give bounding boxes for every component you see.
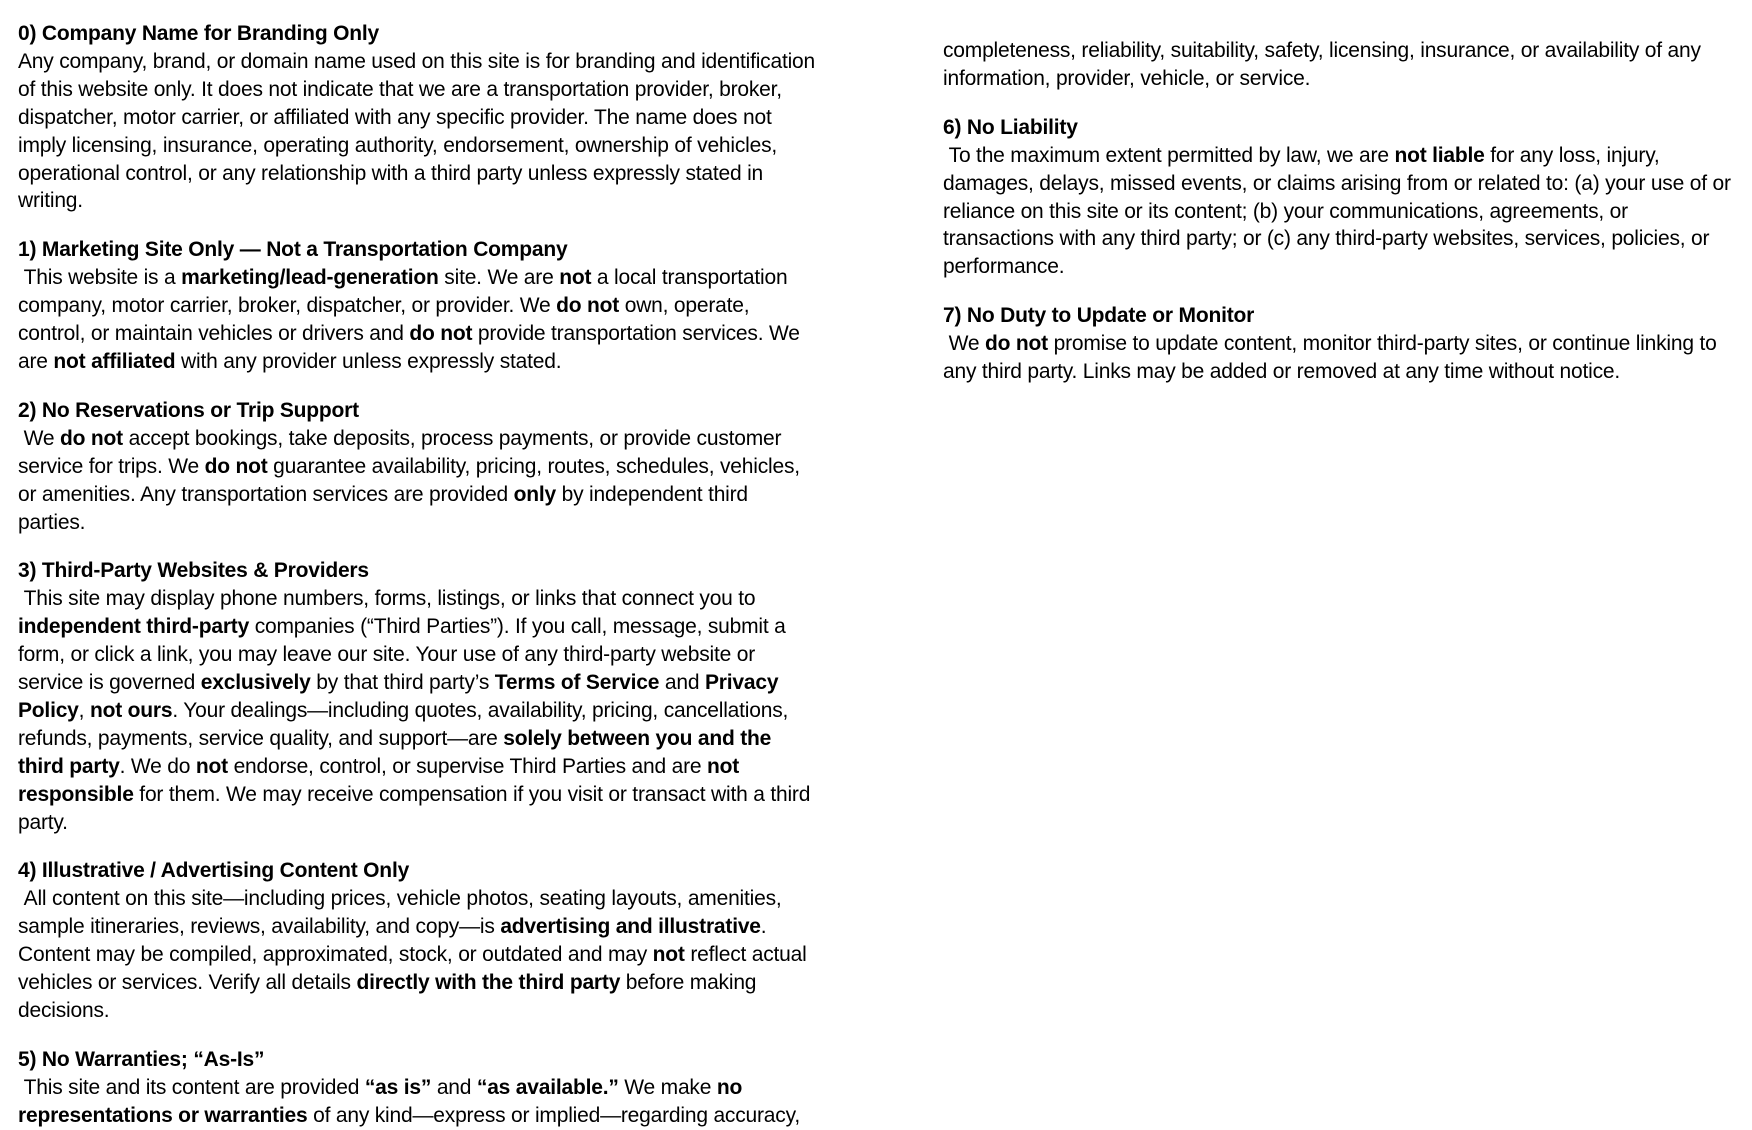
section-heading: 5) No Warranties; “As-Is” — [18, 1047, 265, 1071]
body-text: We make — [618, 1075, 717, 1099]
body-text: We — [18, 426, 60, 450]
section-heading: 0) Company Name for Branding Only — [18, 22, 379, 45]
body-text: reflect actual vehicles or services. Verify all details — [18, 943, 813, 995]
body-text: completeness, reliability, suitability, safety, licensing, insurance, or availability of any information, provider, vehicle, or service. — [943, 39, 1707, 90]
body-text: This site may display phone numbers, forms, listings, or links that connect you to — [18, 587, 762, 611]
section-heading: 1) Marketing Site Only — Not a Transportation Company — [18, 238, 568, 262]
body-text-bold: do not — [60, 426, 123, 450]
disclaimer-section — [18, 857, 818, 1024]
body-text-bold: no representations or warranties — [18, 1075, 748, 1127]
body-text: . Content may be compiled, approximated, stock, or outdated and may — [18, 915, 773, 967]
body-text-bold: marketing/lead-generation — [181, 266, 439, 290]
body-text: All content on this site—including prices, vehicle photos, seating layouts, amenities, sample itineraries, reviews, availability, and copy—is — [18, 887, 788, 939]
body-text: site. We are — [438, 266, 560, 290]
body-text-bold: not liable — [1394, 143, 1485, 167]
body-text: provide transportation services. We are — [18, 322, 806, 373]
body-text: Any company, brand, or domain name used on this site is for branding and identification of this website only. It does not indicate that we are a transportation provider, broker, dispatcher, motor carrier, or affiliated with any specific provider. The name does not imply licensing, insurance, operating authority, endorsement, ownership of vehicles, operational control, or any relationship with a third party unless expressly stated in writing. — [18, 49, 821, 213]
body-text: companies (“Third Parties”). If you call, message, submit a form, or click a link, you may leave our site. Your use of any third-party website or service is governed — [18, 615, 792, 695]
body-text-bold: Terms of Service — [494, 671, 660, 695]
disclaimer-section — [943, 114, 1738, 281]
disclaimer-section — [18, 20, 821, 215]
body-text: promise to update content, monitor third-party sites, or continue linking to any third party. Links may be added or removed at any time without notice. — [943, 332, 1723, 384]
body-text-bold: solely between you and the third party — [18, 726, 777, 778]
body-text: accept bookings, take deposits, process payments, or provide customer service for trips. We — [18, 426, 787, 478]
body-text-bold: not — [652, 943, 685, 967]
body-text: , — [78, 698, 90, 722]
body-text: endorse, control, or supervise Third Parties and are — [227, 754, 707, 778]
disclaimer-section — [943, 302, 1738, 386]
body-text: by that third party’s — [310, 671, 495, 695]
body-text-bold: not affiliated — [53, 349, 176, 373]
body-text: We — [943, 332, 985, 356]
body-text-bold: independent third-party — [18, 615, 250, 639]
body-text-bold: not ours — [89, 698, 173, 722]
body-text: This site and its content are provided — [18, 1075, 365, 1099]
body-text: before making decisions. — [18, 971, 762, 1022]
body-text-bold: not — [559, 266, 592, 290]
body-text-bold: do not — [409, 322, 473, 346]
body-text-bold: “as is” — [364, 1075, 432, 1099]
body-text-bold: only — [513, 482, 556, 506]
section-heading: 6) No Liability — [943, 115, 1078, 139]
body-text-bold: not — [195, 754, 228, 778]
body-text: a local transportation company, motor carrier, broker, dispatcher, or provider. We — [18, 266, 794, 318]
body-text-bold: not responsible — [18, 754, 745, 806]
disclaimer-section — [18, 1046, 818, 1130]
body-text: of any kind—express or implied—regarding accuracy, — [307, 1103, 800, 1127]
body-text: To the maximum extent permitted by law, we are — [943, 143, 1395, 167]
body-text-bold: do not — [204, 454, 268, 478]
disclaimer-section — [18, 557, 818, 836]
body-text: and — [431, 1075, 477, 1099]
section-heading: 7) No Duty to Update or Monitor — [943, 304, 1255, 328]
body-text: and — [659, 671, 705, 695]
disclaimer-section — [18, 397, 818, 537]
body-text-bold: do not — [556, 294, 620, 318]
body-text-bold: advertising and illustrative — [500, 915, 761, 939]
column-left — [18, 20, 821, 1127]
body-text-bold: directly with the third party — [356, 971, 621, 995]
section-heading: 4) Illustrative / Advertising Content Only — [18, 859, 410, 883]
body-text: . Your dealings—including quotes, availability, pricing, cancellations, refunds, payments, service quality, and support—are — [18, 698, 794, 750]
body-text: for them. We may receive compensation if you visit or transact with a third party. — [18, 782, 816, 834]
section-heading: 2) No Reservations or Trip Support — [18, 398, 359, 422]
body-text: by independent third parties. — [18, 482, 754, 534]
section-heading: 3) Third-Party Websites & Providers — [18, 559, 369, 583]
body-text: with any provider unless expressly stated. — [175, 349, 562, 373]
body-text-bold: Privacy Policy — [18, 671, 784, 722]
body-text-bold: “as available.” — [476, 1075, 619, 1099]
disclaimer-section-continuation — [943, 37, 1738, 93]
body-text: guarantee availability, pricing, routes, schedules, vehicles, or amenities. Any transportation services are provided — [18, 454, 806, 506]
disclaimer-section — [18, 236, 818, 376]
column-right — [943, 37, 1738, 1113]
body-text-bold: exclusively — [200, 671, 311, 695]
body-text: . We do — [119, 754, 196, 778]
body-text: for any loss, injury, damages, delays, missed events, or claims arising from or related to: (a) your use of or reliance on this site or its content; (b) your communications, agreements, or transactions with any third party; or (c) any third-party websites, services, policies, or performance. — [943, 143, 1737, 279]
body-text: own, operate, control, or maintain vehicles or drivers and — [18, 294, 756, 346]
body-text-bold: do not — [985, 332, 1048, 356]
body-text: This website is a — [18, 266, 182, 290]
